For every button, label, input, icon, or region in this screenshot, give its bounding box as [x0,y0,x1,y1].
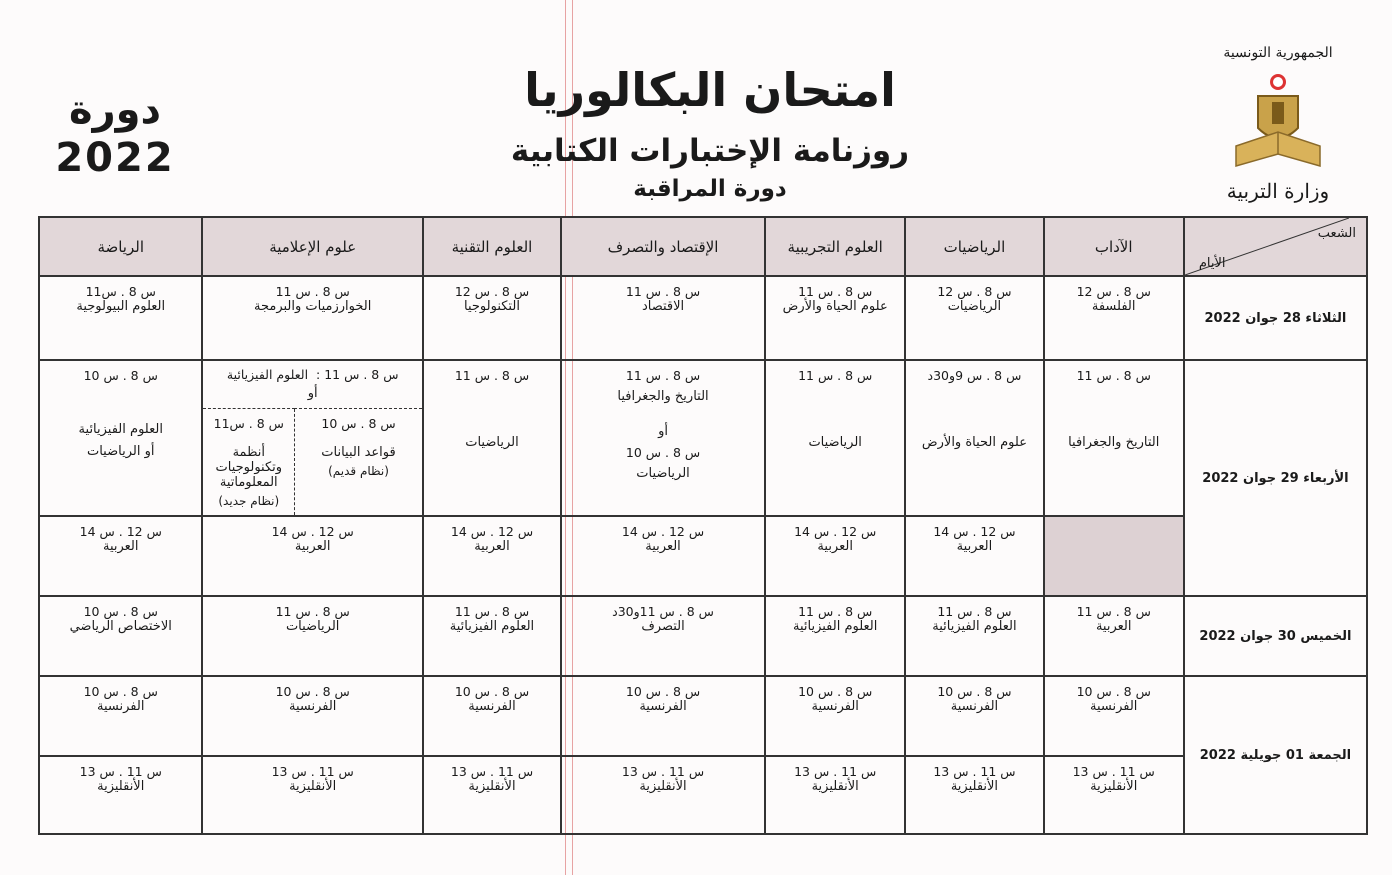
exam-cell [202,276,422,360]
section-header: الرياضة [39,217,202,276]
exam-cell [765,596,905,676]
exam-time: س 12 . س 14 [621,524,705,539]
exam-subject: العلوم الفيزيائية [449,619,535,634]
exam-time: س 8 . س 10 [83,368,158,383]
sections-label: الشعب [1317,226,1356,241]
exam-time: س 8 . س 10 [454,684,530,699]
exam-subject: العلوم الفيزيائية [932,619,1017,634]
exam-subject: العربية [294,539,331,554]
exam-subject: التصرف [641,619,685,634]
section-header: الرياضيات [905,217,1043,276]
exam-subject: الأنقليزية [468,779,516,794]
day-cell: الأربعاء 29 جوان 2022 [1184,360,1367,596]
table-row [39,360,1367,409]
exam-subject: الفرنسية [639,699,687,714]
exam-time: س 8 . س 12 [454,284,530,299]
exam-cell [765,360,905,516]
exam-cell [905,516,1043,596]
exam-time: س 12 . س 14 [794,524,877,539]
exam-subject: الفرنسية [97,699,145,714]
exam-cell [39,756,202,834]
or-label: أو [307,386,318,401]
ministry-label: وزارة التربية [1226,179,1330,203]
exam-time: س 8 . س 11 [937,604,1012,619]
section-header: العلوم التقنية [423,217,561,276]
exam-cell [295,409,423,517]
exam-cell [905,756,1043,834]
table-row [39,676,1367,756]
exam-subject: الفرنسية [950,699,999,714]
exam-time: س 11 . س 13 [450,764,534,779]
exam-time: س 8 . س 11 [324,367,399,382]
exam-subject: الفرنسية [811,699,859,714]
exam-subject: العربية [645,539,681,554]
exam-cell [561,276,765,360]
days-label: الأيام [1198,256,1226,271]
section-header: الإقتصاد والتصرف [561,217,765,276]
exam-subject: العلوم البيولوجية [76,299,166,314]
exam-time: س 8 . س 12 [1076,284,1151,299]
exam-time: س 12 . س 14 [271,524,354,539]
exam-subject: الأنقليزية [811,779,859,794]
day-cell: الجمعة 01 جويلية 2022 [1184,676,1367,834]
exam-subject: التاريخ والجغرافيا [617,389,709,404]
exam-cell [202,756,422,834]
exam-time: س 8 . س 11 [275,604,350,619]
exam-subject: الخوارزميات والبرمجة [254,299,372,314]
system-note: (نظام جديد) [218,494,280,508]
exam-cell [423,516,561,596]
exam-cell [39,276,202,360]
exam-cell [905,276,1043,360]
exam-cell [39,516,202,596]
exam-cell [423,756,561,834]
exam-time: س 8 . س 10 [83,604,158,619]
exam-subject: الأنقليزية [1090,779,1138,794]
exam-subject: الأنقليزية [639,779,687,794]
exam-time: س 12 . س 14 [933,524,1016,539]
exam-cell [765,756,905,834]
exam-cell [202,516,422,596]
exam-time: س 12 . س 14 [79,524,162,539]
exam-subject: العربية [474,539,510,554]
exam-schedule-table [38,216,1368,835]
section-header: علوم الإعلامية [202,217,422,276]
exam-cell [423,276,561,360]
exam-cell [1044,276,1184,360]
exam-cell [1044,360,1184,516]
exam-subject: الرياضيات [285,619,340,634]
exam-subject: الفرنسية [288,699,337,714]
exam-subject: الفرنسية [1089,699,1138,714]
exam-subject: الرياضيات [808,435,862,450]
exam-time: س 8 . س 11 [625,368,701,383]
exam-subject: قواعد البيانات [321,445,396,460]
exam-time: س 8 . س11 [85,284,156,299]
exam-cell [561,516,765,596]
exam-time: س 8 . س 11 [798,368,873,383]
session-label [40,85,190,181]
session-type: دورة المراقبة [633,176,787,202]
exam-cell [39,676,202,756]
exam-time: س 8 . س 10 [83,684,158,699]
exam-time: س 8 . س 11 [798,284,873,299]
exam-subject: العربية [956,539,993,554]
exam-time: س 8 . س 12 [937,284,1012,299]
exam-cell [202,596,422,676]
exam-time: س 8 . س 10 [625,684,701,699]
exam-time: س 11 . س 13 [1072,764,1155,779]
exam-subject: الأنقليزية [289,779,337,794]
exam-subject: الفلسفة [1091,299,1136,314]
table-row [39,516,1367,596]
exam-time: س 12 . س 14 [450,524,534,539]
exam-cell [561,756,765,834]
exam-subject: التاريخ والجغرافيا [1068,435,1160,450]
emblem-icon [1228,68,1328,178]
exam-subject-group [79,419,163,463]
exam-subject: الأنقليزية [97,779,145,794]
exam-cell [202,360,422,409]
exam-cell [423,596,561,676]
exam-subject-alt: أو الرياضيات [86,444,155,459]
exam-subject: الاقتصاد [641,299,685,314]
exam-subject: العربية [817,539,853,554]
document-header [470,50,950,206]
exam-subject: العربية [1095,619,1132,634]
document-subtitle: روزنامة الإختبارات الكتابية [510,133,910,169]
day-cell: الخميس 30 جوان 2022 [1184,596,1367,676]
exam-time: س 8 . س 10 [1076,684,1151,699]
exam-cell [561,676,765,756]
exam-time-alt: س 8 . س 10 [625,445,701,460]
exam-time: س 8 . س 11 [454,604,530,619]
exam-time: س 11 . س 13 [621,764,705,779]
exam-cell [561,596,765,676]
exam-cell [423,360,561,516]
exam-time: س 8 . س 11 [454,368,530,383]
session-year: 2022 [55,135,175,181]
exam-cell [905,596,1043,676]
exam-subject: العلوم الفيزيائية [78,422,163,437]
exam-cell [765,516,905,596]
exam-subject: العلوم الفيزيائية [226,367,309,382]
exam-time: س 8 . س 10 [275,684,350,699]
exam-cell [423,676,561,756]
exam-cell [765,276,905,360]
exam-subject: العربية [102,539,139,554]
exam-cell [202,676,422,756]
session-word: دورة [68,87,162,133]
header-corner [1184,217,1367,276]
exam-subject: أنظمة وتكنولوجيات المعلوماتية [215,445,283,490]
section-header: العلوم التجريبية [765,217,905,276]
exam-cell [202,409,294,517]
exam-time: س 11 . س 13 [933,764,1016,779]
table-row [39,756,1367,834]
exam-subject: الرياضيات [465,435,519,450]
exam-time: س 8 . س 10 [321,416,396,431]
exam-subject: العلوم الفيزيائية [792,619,878,634]
exam-time: س 8 . س 10 [798,684,873,699]
document-title: امتحان البكالوريا [524,63,896,117]
exam-time: س 11 . س 13 [79,764,162,779]
exam-cell [905,360,1043,516]
exam-time-subject: س 8 . س 11 : العلوم الفيزيائية [226,367,399,382]
exam-subject: علوم الحياة والأرض [782,299,888,314]
exam-cell [1044,676,1184,756]
republic-label: الجمهورية التونسية [1223,45,1333,61]
exam-subject: الفرنسية [468,699,516,714]
exam-subject: علوم الحياة والأرض [921,435,1027,450]
exam-subject: التكنولوجيا [464,299,520,314]
table-row [39,596,1367,676]
exam-time: س 8 . س 9و30د [927,368,1022,383]
exam-time: س 8 . س 11 [798,604,873,619]
exam-cell [765,676,905,756]
ministry-logo [1218,42,1338,212]
exam-cell [561,360,765,516]
exam-time: س 11 . س 13 [271,764,354,779]
exam-cell [1044,756,1184,834]
exam-subject: الأنقليزية [950,779,999,794]
exam-time: س 8 . س11 [213,416,284,431]
system-note: (نظام قديم) [328,464,389,478]
exam-subject-alt: الرياضيات [636,466,690,481]
section-header: الآداب [1044,217,1184,276]
exam-cell [39,596,202,676]
header-row [39,217,1367,276]
exam-time: س 8 . س 11و30د [612,604,714,619]
exam-time: س 8 . س 11 [1076,368,1151,383]
exam-subject: الاختصاص الرياضي [69,619,172,634]
day-cell: الثلاثاء 28 جوان 2022 [1184,276,1367,360]
exam-cell [905,676,1043,756]
exam-time: س 8 . س 11 [625,284,701,299]
exam-subject: الرياضيات [947,299,1002,314]
exam-time: س 8 . س 10 [937,684,1012,699]
empty-shaded-cell [1044,516,1184,596]
or-label: أو [658,424,668,439]
exam-time: س 11 . س 13 [794,764,877,779]
exam-cell [1044,596,1184,676]
exam-time: س 8 . س 11 [1076,604,1151,619]
exam-time: س 8 . س 11 [275,284,350,299]
table-row [39,276,1367,360]
exam-cell [39,360,202,516]
